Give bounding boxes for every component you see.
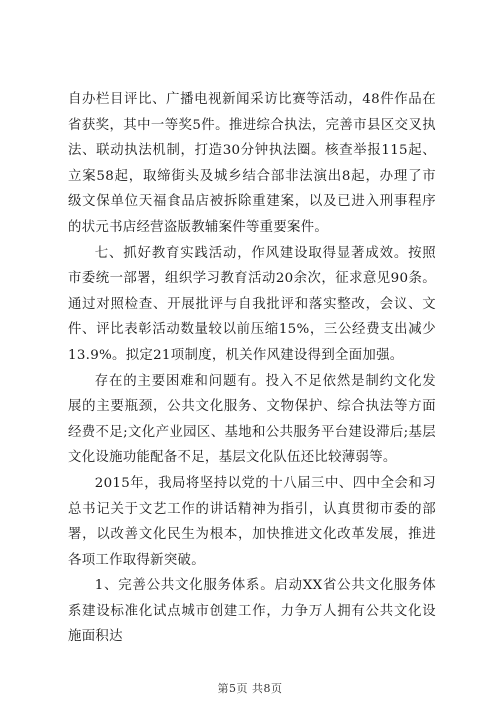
document-body [68,87,436,650]
page-number-footer: 第5页 共8页 [217,682,283,695]
paragraph-2: 七、抓好教育实践活动，作风建设取得显著成效。按照市委统一部署，组织学习教育活动20余次，征求意见90条。通过对照检查、开展批评与自我批评和落实整改，会议、文件、评比表彰活动数量较以前压缩15%，三公经费支出减少13.9%。拟定21项制度，机关作风建设得到全面加强。 [68,245,436,363]
paragraph-3: 存在的主要困难和问题有。投入不足依然是制约文化发展的主要瓶颈，公共文化服务、文物保护、综合执法等方面经费不足;文化产业园区、基地和公共服务平台建设滞后;基层文化设施功能配备不足，基层文化队伍还比较薄弱等。 [68,373,436,466]
paragraph-5: 1、完善公共文化服务体系。启动XX省公共文化服务体系建设标准化试点城市创建工作，力争万人拥有公共文化设施面积达 [68,578,436,645]
paragraph-1: 自办栏目评比、广播电视新闻采访比赛等活动，48件作品在省获奖，其中一等奖5件。推进综合执法，完善市县区交叉执法、联动执法机制，打造30分钟执法圈。核查举报115起、立案58起，取缔街头及城乡结合部非法演出8起，办理了市级文保单位天福食品店被拆除重建案，以及已进入刑事程序的状元书店经营盗版教辅案件等重要案件。 [68,92,436,235]
paragraph-4: 2015年，我局将坚持以党的十八届三中、四中全会和习总书记关于文艺工作的讲话精神为指引，认真贯彻市委的部署，以改善文化民生为根本，加快推进文化改革发展，推进各项工作取得新突破。 [68,475,436,568]
